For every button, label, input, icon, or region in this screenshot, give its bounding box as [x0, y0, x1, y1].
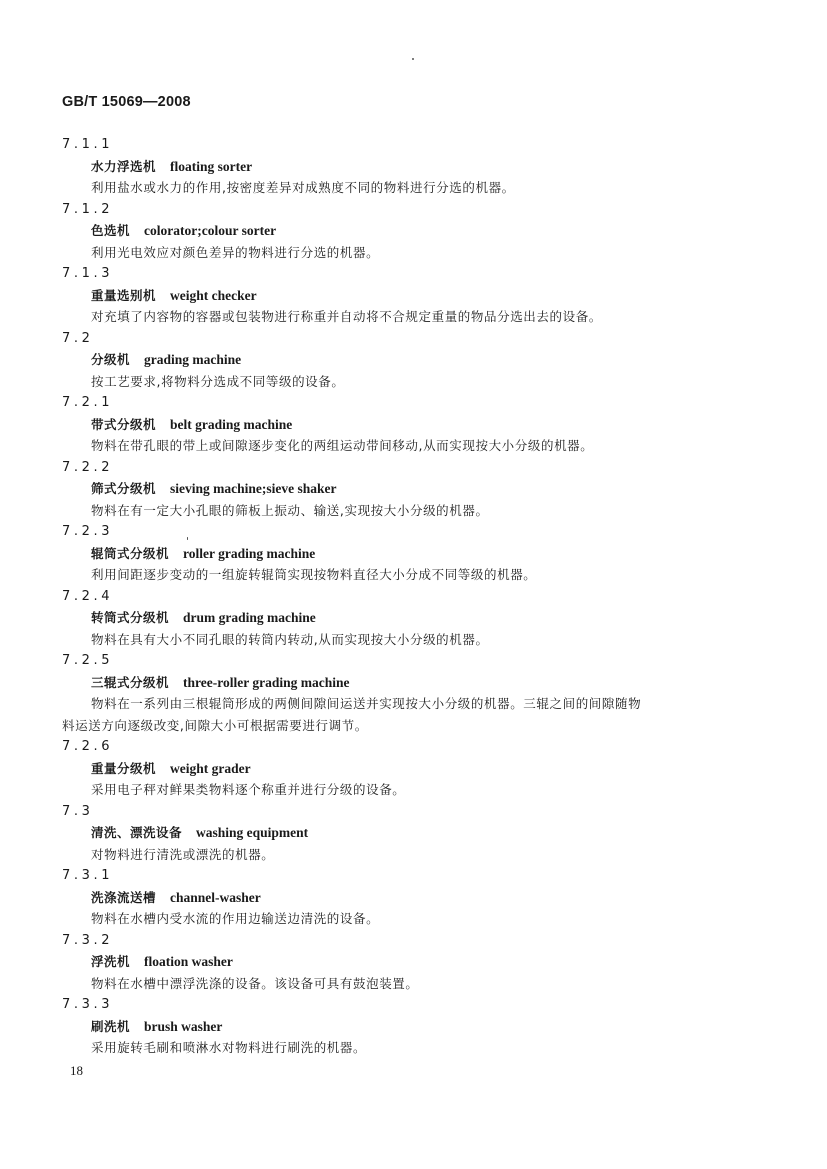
term-chinese: 三辊式分级机: [91, 674, 170, 690]
term-chinese: 筛式分级机: [91, 481, 157, 496]
clause-number: 7.1.2: [62, 201, 114, 217]
term-entry: [0, 134, 827, 199]
term-heading: [0, 156, 827, 178]
term-entry: [0, 586, 827, 651]
term-heading: [0, 543, 827, 565]
term-english: floating sorter: [170, 158, 253, 174]
term-chinese: 水力浮选机: [91, 158, 157, 174]
clause-number: 7.2.2: [62, 459, 114, 475]
term-english: belt grading machine: [170, 416, 293, 432]
term-chinese: 色选机: [91, 223, 131, 238]
clause-number: 7.2: [62, 330, 94, 346]
scan-speck: [187, 537, 188, 540]
term-english: weight grader: [170, 760, 251, 776]
term-english: roller grading machine: [183, 545, 316, 561]
term-heading: [0, 887, 827, 909]
term-english: weight checker: [170, 287, 257, 303]
term-english: brush washer: [144, 1018, 223, 1034]
standard-number: GB/T 15069—2008: [62, 94, 191, 110]
term-entry: [0, 865, 827, 930]
term-definition: 对物料进行清洗或漂洗的机器。: [91, 846, 275, 862]
term-entry: [0, 328, 827, 393]
term-chinese: 分级机: [91, 352, 131, 367]
term-english: channel-washer: [170, 889, 261, 905]
term-definition: 物料在水槽内受水流的作用边输送边清洗的设备。: [91, 911, 380, 926]
clause-number: 7.3.3: [62, 997, 114, 1012]
term-definition: 物料在水槽中漂浮洗涤的设备。该设备可具有鼓泡装置。: [91, 975, 419, 991]
term-english: drum grading machine: [183, 610, 316, 625]
clause-number: 7.3: [62, 803, 94, 819]
term-chinese: 转筒式分级机: [91, 610, 170, 625]
term-chinese: 清洗、漂洗设备: [91, 825, 183, 840]
term-heading: [0, 951, 827, 973]
term-definition: 利用光电效应对颜色差异的物料进行分选的机器。: [91, 244, 380, 260]
term-heading: [0, 822, 827, 844]
clause-number: 7.2.1: [62, 395, 114, 410]
term-entry: [0, 521, 827, 586]
term-definition: 采用电子秤对鲜果类物料逐个称重并进行分级的设备。: [91, 782, 406, 797]
clause-number: 7.1.1: [62, 137, 114, 152]
term-chinese: 带式分级机: [91, 416, 157, 432]
clause-number: 7.1.3: [62, 266, 114, 281]
term-definition: 对充填了内容物的容器或包装物进行称重并自动将不合规定重量的物品分选出去的设备。: [91, 309, 602, 324]
term-heading: [0, 758, 827, 780]
term-entry: [0, 457, 827, 522]
term-english: three-roller grading machine: [183, 674, 350, 690]
term-heading: [0, 349, 827, 371]
term-chinese: 洗涤流送槽: [91, 889, 157, 905]
term-entry: [0, 650, 827, 736]
term-entry: [0, 199, 827, 264]
term-list: [0, 134, 827, 1059]
term-chinese: 浮洗机: [91, 954, 131, 969]
term-definition: 物料在带孔眼的带上或间隙逐步变化的两组运动带间移动,从而实现按大小分级的机器。: [91, 438, 594, 453]
term-heading: [0, 285, 827, 307]
term-entry: [0, 801, 827, 866]
term-chinese: 重量选别机: [91, 287, 157, 303]
term-definition: 物料在有一定大小孔眼的筛板上振动、输送,实现按大小分级的机器。: [91, 502, 489, 518]
term-chinese: 刷洗机: [91, 1018, 131, 1034]
term-heading: [0, 414, 827, 436]
clause-number: 7.3.2: [62, 932, 114, 948]
clause-number: 7.2.6: [62, 739, 114, 754]
term-entry: [0, 263, 827, 328]
term-definition: 利用盐水或水力的作用,按密度差异对成熟度不同的物料进行分选的机器。: [91, 180, 515, 195]
term-english: floation washer: [144, 954, 233, 969]
term-chinese: 重量分级机: [91, 760, 157, 776]
clause-number: 7.2.3: [62, 524, 114, 539]
term-heading: [0, 672, 827, 694]
term-entry: [0, 736, 827, 801]
term-heading: [0, 220, 827, 242]
term-definition: 利用间距逐步变动的一组旋转辊筒实现按物料直径大小分成不同等级的机器。: [91, 567, 537, 582]
term-heading: [0, 607, 827, 629]
definition-line: 物料在一系列由三根辊筒形成的两侧间隙间运送并实现按大小分级的机器。三辊之间的间隙随物: [91, 696, 642, 711]
term-definition: 按工艺要求,将物料分选成不同等级的设备。: [91, 373, 345, 389]
scan-speck: [412, 58, 414, 60]
term-entry: [0, 994, 827, 1059]
clause-number: 7.2.5: [62, 653, 114, 668]
clause-number: 7.2.4: [62, 588, 114, 604]
term-chinese: 辊筒式分级机: [91, 545, 170, 561]
term-english: grading machine: [144, 352, 242, 367]
term-definition: [0, 693, 827, 736]
term-english: washing equipment: [196, 825, 309, 840]
term-heading: [0, 1016, 827, 1038]
term-entry: [0, 392, 827, 457]
page-number: 18: [70, 1063, 83, 1078]
term-english: colorator;colour sorter: [144, 223, 277, 238]
definition-continuation: 料运送方向逐级改变,间隙大小可根据需要进行调节。: [62, 717, 368, 733]
term-heading: [0, 478, 827, 500]
term-entry: [0, 930, 827, 995]
term-definition: 物料在具有大小不同孔眼的转筒内转动,从而实现按大小分级的机器。: [91, 631, 489, 647]
term-definition: 采用旋转毛刷和喷淋水对物料进行刷洗的机器。: [91, 1040, 367, 1055]
clause-number: 7.3.1: [62, 868, 114, 883]
term-english: sieving machine;sieve shaker: [170, 481, 337, 496]
